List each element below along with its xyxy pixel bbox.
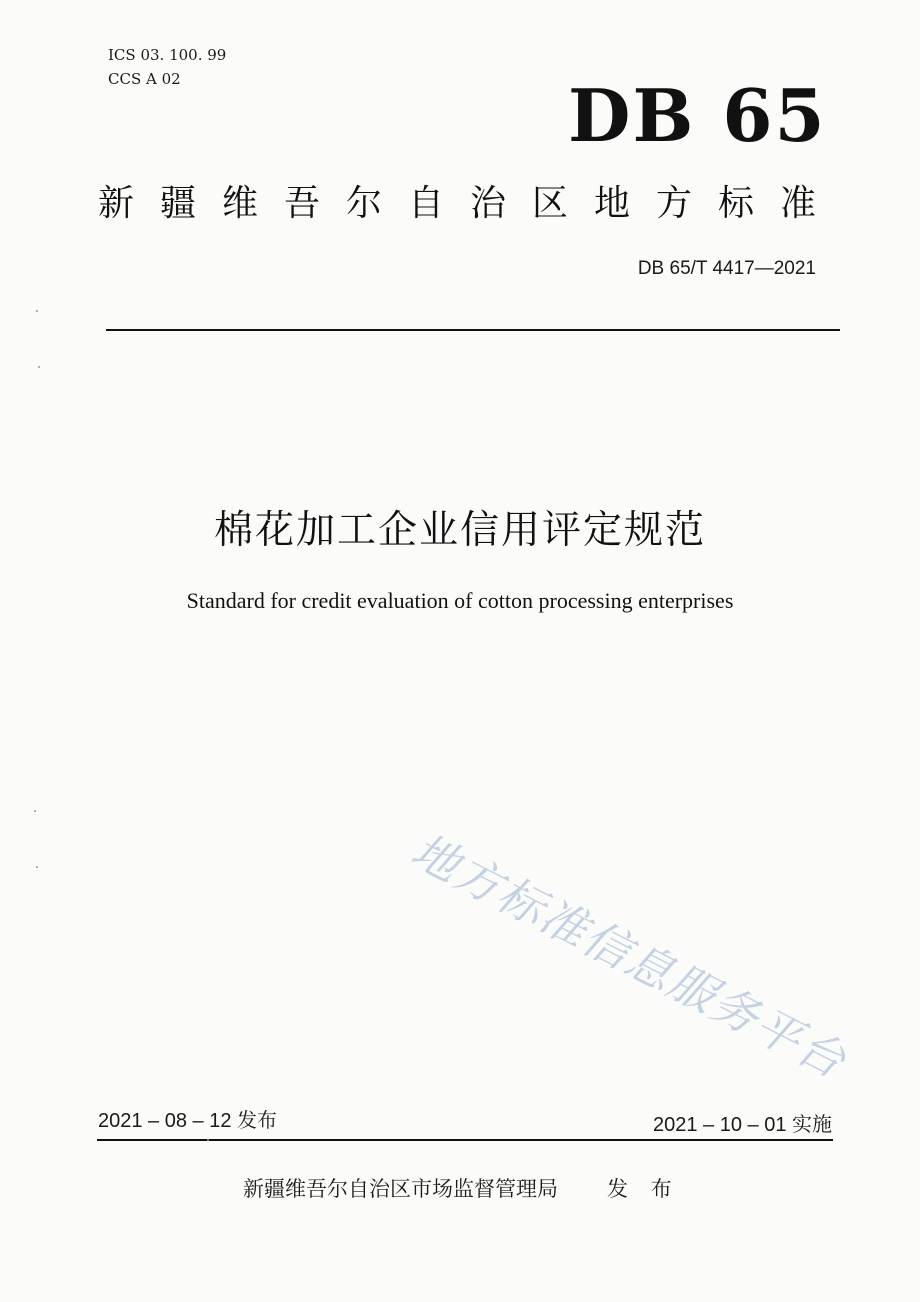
scan-speck bbox=[34, 810, 36, 812]
issue-label: 发 布 bbox=[607, 1177, 680, 1201]
scan-speck bbox=[38, 366, 40, 368]
db65-logo: DB 65 bbox=[568, 73, 827, 158]
watermark-text: 地方标准信息服务平台 bbox=[403, 822, 856, 1089]
ics-code: ICS 03. 100. 99 bbox=[108, 46, 227, 64]
scan-speck bbox=[207, 1139, 209, 1141]
title-chinese: 棉花加工企业信用评定规范 bbox=[213, 508, 706, 553]
top-divider bbox=[106, 329, 840, 331]
issuing-authority: 新疆维吾尔自治区市场监督管理局 bbox=[243, 1177, 558, 1201]
scan-speck bbox=[36, 310, 38, 312]
ccs-code: CCS A 02 bbox=[108, 70, 181, 88]
issue-date: 2021 – 08 – 12 发布 bbox=[98, 1110, 278, 1132]
title-english: Standard for credit evaluation of cotton processing enterprises bbox=[186, 588, 734, 613]
scan-speck bbox=[36, 866, 38, 868]
implementation-date: 2021 – 10 – 01 实施 bbox=[652, 1114, 832, 1136]
organization-title: 新疆维吾尔自治区地方标准 bbox=[98, 183, 843, 224]
standard-number: DB 65/T 4417—2021 bbox=[637, 258, 816, 279]
